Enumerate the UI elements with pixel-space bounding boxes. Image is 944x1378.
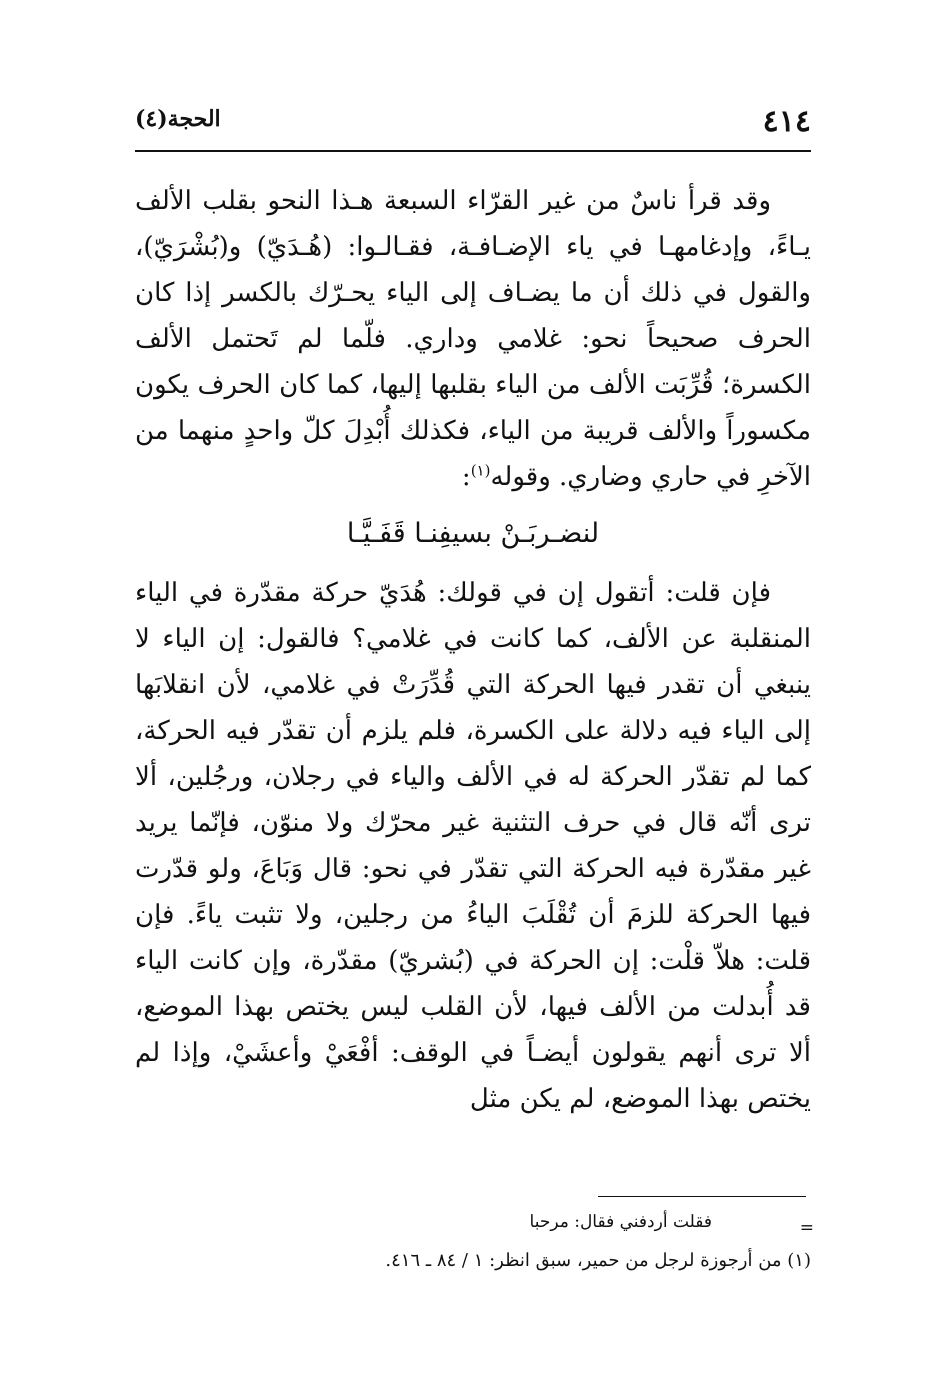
paragraph: فإن قلت: أتقول إن في قولك: هُدَيّ حركة مقدّرة في الياء المنقلبة عن الألف، كما كانت في غلامي؟ فالقول: إن الياء لا ينبغي أن تقدر فيها الحركة التي قُدِّرَتْ في غلامي، لأن انقلابَها إلى الياء فيه دلالة على الكسرة، فلم يلزم أن تقدّر فيه الحركة، كما لم تقدّر الحركة له في الألف والياء في رجلان، ورجُلين، ألا ترى أنّه قال في حرف التثنية غير محرّك ولا منوّن، فإنّما يريد غير مقدّرة فيه الحركة التي تقدّر في نحو: قال وَبَاعَ، ولو قدّرت فيها الحركة للزمَ أن تُقْلَبَ الياءُ من رجلين، ولا تثبت ياءً. فإن قلت: هلاّ قلْت: إن الحركة في (بُشريّ) مقدّرة، وإن كانت الياء قد أُبدلت من الألف فيها، لأن القلب ليس يختص بهذا الموضع، ألا ترى أنهم يقولون أيضـاً في الوقف: أفْعَيْ وأعشَيْ، وإذا لم يختص بهذا الموضع، لم يكن مثل (135, 578, 811, 1114)
footnote-separator (598, 1196, 806, 1197)
paragraph (135, 178, 811, 500)
header-rule (135, 150, 811, 152)
running-title: الحجة(٤) (135, 106, 221, 132)
footnote-reference[interactable]: (١) (470, 461, 491, 480)
paragraph-punctuation: : (461, 462, 471, 492)
footnote-verse: فقلت أردفني فقال: مرحبا (529, 1212, 712, 1232)
main-text (135, 178, 811, 1122)
continuation-mark: = (799, 1218, 814, 1238)
footnote: (١) من أرجوزة لرجل من حمير، سبق انظر: ١ / ٨٤ ـ ٤١٦. (385, 1250, 811, 1271)
paragraph-text: وقد قرأ ناسٌ من غير القرّاء السبعة هـذا النحو بقلب الألف يـاءً، وإدغامهـا في ياء الإضـافـة، فقـالـوا: (هُـدَيّ) و(بُشْرَيّ)، والقول في ذلك أن ما يضـاف إلى الياء يحـرّك بالكسر إذا كان الحرف صحيحاً نحو: غلامي وداري. فلّما لم تَحتمل الألف الكسرة؛ قُرِّبَت الألف من الياء بقلبها إليها، كما كان الحرف يكون مكسوراً والألف قريبة من الياء، فكذلك أُبْدِلَ كلّ واحدٍ منهما من الآخرِ في حاري وضاري. وقوله (135, 186, 811, 492)
page-header (135, 96, 811, 146)
poetry-verse: لنضـربَـنْ بسيفِنـا قَفَـيَّـا (346, 518, 600, 549)
page-number: ٤١٤ (762, 104, 811, 139)
